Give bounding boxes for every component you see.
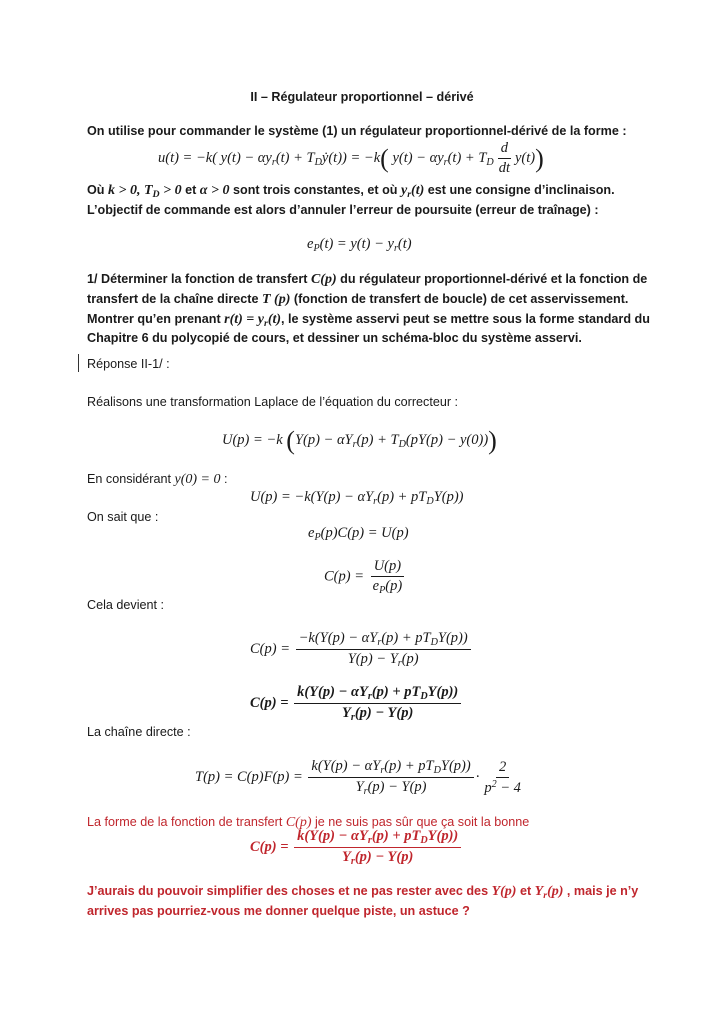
answer-heading: Réponse II-1/ : [87,357,170,371]
cela-devient: Cela devient : [87,598,165,612]
question-line-1: 1/ Déterminer la fonction de transfert C(p) du régulateur proportionnel-dérivé et la fonction de [87,272,648,287]
equation-ep-c: $e_P(p)C(p) = U(p)$ [308,525,409,543]
on-sait-que: On sait que : [87,510,159,524]
remark-question-line-2: arrives pas pourriez-vous me donner quelque piste, un astuce ? [87,904,470,918]
laplace-intro: Réalisons une transformation Laplace de l’équation du correcteur : [87,395,459,409]
intro-line-1: On utilise pour commander le système (1) un régulateur proportionnel-dérivé de la forme : [87,124,627,138]
intro-line-3: L’objectif de commande est alors d’annuler l’erreur de poursuite (erreur de traînage) : [87,203,599,217]
remark-question-line-1: J’aurais du pouvoir simplifier des choses et ne pas rester avec des Y(p) et $Y_r(p)$ , mais je n’y [87,884,639,901]
equation-u-simplified: $U(p) = -k(Y(p) - \alpha Y_r(p) + pT_DY(p))$ [250,489,464,507]
equation-c-ratio: C(p) = $\frac{U(p)}{e_P(p)}$ [324,558,403,596]
equation-c-red: C(p) = $\frac{k(Y(p) - \alpha Y_r(p) + pT_DY(p))}{Y_r(p) - Y(p)}$ [250,828,463,867]
equation-tracking-error: $e_P(t) = y(t) - y_r(t)$ [307,236,412,254]
question-line-4: Chapitre 6 du polycopié de cours, et dessiner un schéma-bloc du système asservi. [87,331,582,345]
remark-line-1: La forme de la fonction de transfert C(p) je ne suis pas sûr que ça soit la bonne [87,815,530,830]
question-line-3: Montrer qu’en prenant $r(t) = y_r(t)$, le système asservi peut se mettre sous la forme standard du [87,312,650,329]
equation-laplace-u: U(p) = −k $(Y(p) - \alpha Y_r(p) + T_D(pY(p) - y(0)))$ [222,426,497,455]
question-line-2: transfert de la chaîne directe T (p) (fonction de transfert de boucle) de cet asservissement. [87,292,629,307]
text-cursor [78,354,79,372]
intro-line-2: Où k > 0, $T_D > 0$ et α > 0 sont trois constantes, et où $y_r(t)$ est une consigne d’inclinaison. [87,183,615,200]
equation-c-1: C(p) = $\frac{-k(Y(p) - \alpha Y_r(p) + pT_DY(p))}{Y(p) - Y_r(p)}$ [250,630,473,669]
equation-u-t: u(t) = −k( $y(t) - \alpha y_r(t)$ + $T_Dẏ(t)) = -k$( $y(t) - \alpha y_r(t) + T_D$ $\frac{d}{dt}$ y(t)) [158,140,544,176]
section-title: II – Régulateur proportionnel – dérivé [250,90,474,104]
equation-c-2-bold: C(p) = $\frac{k(Y(p) - \alpha Y_r(p) + pT_DY(p))}{Y_r(p) - Y(p)}$ [250,684,463,723]
chaine-directe: La chaîne directe : [87,725,191,739]
considering-line: En considérant y(0) = 0 : [87,472,228,487]
equation-t: T(p) = C(p)F(p) = $\frac{k(Y(p) - \alpha Y_r(p) + pT_DY(p))}{Y_r(p) - Y(p)}$ · $\frac{2}{p^2 - 4}$ [195,758,521,797]
